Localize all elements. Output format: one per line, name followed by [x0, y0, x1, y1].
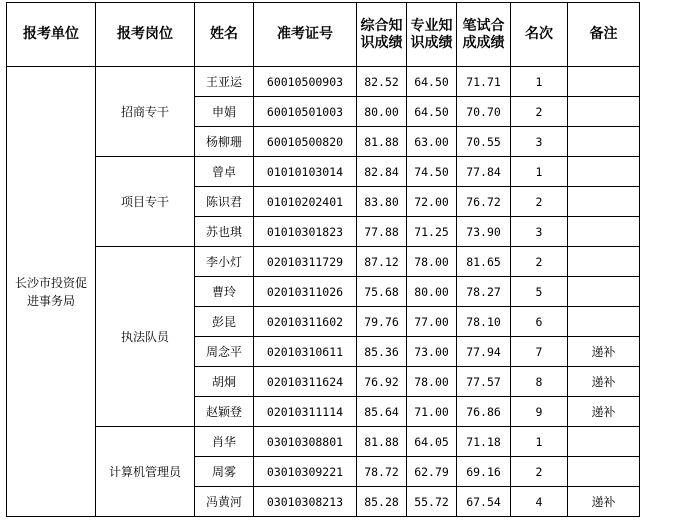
- general-cell: 83.80: [357, 187, 407, 217]
- post-cell: 计算机管理员: [96, 427, 195, 517]
- ticket-cell: 02010311114: [254, 397, 357, 427]
- rank-cell: 7: [511, 337, 568, 367]
- professional-cell: 78.00: [407, 247, 457, 277]
- name-cell: 王亚运: [195, 67, 254, 97]
- post-cell: 招商专干: [96, 67, 195, 157]
- combined-cell: 77.84: [457, 157, 511, 187]
- remark-cell: [568, 247, 640, 277]
- results-table: [6, 2, 640, 517]
- combined-cell: 71.71: [457, 67, 511, 97]
- professional-cell: 64.50: [407, 67, 457, 97]
- general-cell: 76.92: [357, 367, 407, 397]
- table-row: [7, 427, 640, 457]
- remark-cell: [568, 127, 640, 157]
- unit-cell: 长沙市投资促进事务局: [7, 67, 96, 517]
- ticket-cell: 01010103014: [254, 157, 357, 187]
- general-cell: 85.36: [357, 337, 407, 367]
- post-cell: 项目专干: [96, 157, 195, 247]
- rank-cell: 5: [511, 277, 568, 307]
- professional-cell: 55.72: [407, 487, 457, 517]
- professional-cell: 63.00: [407, 127, 457, 157]
- ticket-cell: 01010301823: [254, 217, 357, 247]
- general-cell: 79.76: [357, 307, 407, 337]
- rank-cell: 8: [511, 367, 568, 397]
- remark-cell: 递补: [568, 487, 640, 517]
- remark-cell: 递补: [568, 337, 640, 367]
- ticket-cell: 60010500820: [254, 127, 357, 157]
- professional-cell: 73.00: [407, 337, 457, 367]
- professional-cell: 62.79: [407, 457, 457, 487]
- general-cell: 85.64: [357, 397, 407, 427]
- combined-cell: 76.86: [457, 397, 511, 427]
- table-row: [7, 157, 640, 187]
- name-cell: 彭昆: [195, 307, 254, 337]
- professional-cell: 64.50: [407, 97, 457, 127]
- header-rank: 名次: [511, 3, 568, 67]
- professional-cell: 64.05: [407, 427, 457, 457]
- general-cell: 81.88: [357, 427, 407, 457]
- header-unit: 报考单位: [7, 3, 96, 67]
- combined-cell: 78.27: [457, 277, 511, 307]
- general-cell: 75.68: [357, 277, 407, 307]
- general-cell: 87.12: [357, 247, 407, 277]
- name-cell: 胡炯: [195, 367, 254, 397]
- ticket-cell: 02010311624: [254, 367, 357, 397]
- remark-cell: [568, 307, 640, 337]
- name-cell: 苏也琪: [195, 217, 254, 247]
- professional-cell: 77.00: [407, 307, 457, 337]
- general-cell: 78.72: [357, 457, 407, 487]
- remark-cell: [568, 157, 640, 187]
- professional-cell: 80.00: [407, 277, 457, 307]
- general-cell: 85.28: [357, 487, 407, 517]
- remark-cell: 递补: [568, 397, 640, 427]
- ticket-cell: 60010501003: [254, 97, 357, 127]
- name-cell: 陈识君: [195, 187, 254, 217]
- post-cell: 执法队员: [96, 247, 195, 427]
- ticket-cell: 60010500903: [254, 67, 357, 97]
- name-cell: 赵颖登: [195, 397, 254, 427]
- combined-cell: 77.57: [457, 367, 511, 397]
- name-cell: 李小灯: [195, 247, 254, 277]
- rank-cell: 1: [511, 157, 568, 187]
- professional-cell: 71.00: [407, 397, 457, 427]
- remark-cell: [568, 67, 640, 97]
- ticket-cell: 03010308213: [254, 487, 357, 517]
- professional-cell: 71.25: [407, 217, 457, 247]
- ticket-cell: 01010202401: [254, 187, 357, 217]
- remark-cell: [568, 457, 640, 487]
- general-cell: 77.88: [357, 217, 407, 247]
- rank-cell: 9: [511, 397, 568, 427]
- ticket-cell: 02010310611: [254, 337, 357, 367]
- table-row: [7, 67, 640, 97]
- name-cell: 周念平: [195, 337, 254, 367]
- name-cell: 申娟: [195, 97, 254, 127]
- professional-cell: 78.00: [407, 367, 457, 397]
- combined-cell: 69.16: [457, 457, 511, 487]
- general-cell: 82.52: [357, 67, 407, 97]
- table-row: [7, 247, 640, 277]
- header-name: 姓名: [195, 3, 254, 67]
- professional-cell: 74.50: [407, 157, 457, 187]
- ticket-cell: 03010308801: [254, 427, 357, 457]
- rank-cell: 1: [511, 67, 568, 97]
- ticket-cell: 03010309221: [254, 457, 357, 487]
- combined-cell: 67.54: [457, 487, 511, 517]
- name-cell: 曹玲: [195, 277, 254, 307]
- header-post: 报考岗位: [96, 3, 195, 67]
- professional-cell: 72.00: [407, 187, 457, 217]
- general-cell: 82.84: [357, 157, 407, 187]
- name-cell: 周雾: [195, 457, 254, 487]
- combined-cell: 70.55: [457, 127, 511, 157]
- header-professional-score: 专业知识成绩: [407, 3, 457, 67]
- general-cell: 81.88: [357, 127, 407, 157]
- rank-cell: 6: [511, 307, 568, 337]
- rank-cell: 2: [511, 247, 568, 277]
- rank-cell: 3: [511, 217, 568, 247]
- rank-cell: 4: [511, 487, 568, 517]
- remark-cell: [568, 217, 640, 247]
- name-cell: 曾卓: [195, 157, 254, 187]
- header-row: [7, 3, 640, 67]
- header-ticket: 准考证号: [254, 3, 357, 67]
- remark-cell: [568, 427, 640, 457]
- header-general-score: 综合知识成绩: [357, 3, 407, 67]
- rank-cell: 2: [511, 457, 568, 487]
- rank-cell: 1: [511, 427, 568, 457]
- combined-cell: 77.94: [457, 337, 511, 367]
- name-cell: 冯黄河: [195, 487, 254, 517]
- rank-cell: 3: [511, 127, 568, 157]
- combined-cell: 71.18: [457, 427, 511, 457]
- combined-cell: 76.72: [457, 187, 511, 217]
- rank-cell: 2: [511, 97, 568, 127]
- ticket-cell: 02010311026: [254, 277, 357, 307]
- general-cell: 80.00: [357, 97, 407, 127]
- combined-cell: 78.10: [457, 307, 511, 337]
- header-combined-score: 笔试合成成绩: [457, 3, 511, 67]
- combined-cell: 70.70: [457, 97, 511, 127]
- rank-cell: 2: [511, 187, 568, 217]
- ticket-cell: 02010311602: [254, 307, 357, 337]
- remark-cell: [568, 187, 640, 217]
- name-cell: 肖华: [195, 427, 254, 457]
- remark-cell: 递补: [568, 367, 640, 397]
- remark-cell: [568, 97, 640, 127]
- header-remark: 备注: [568, 3, 640, 67]
- combined-cell: 81.65: [457, 247, 511, 277]
- combined-cell: 73.90: [457, 217, 511, 247]
- ticket-cell: 02010311729: [254, 247, 357, 277]
- name-cell: 杨柳珊: [195, 127, 254, 157]
- remark-cell: [568, 277, 640, 307]
